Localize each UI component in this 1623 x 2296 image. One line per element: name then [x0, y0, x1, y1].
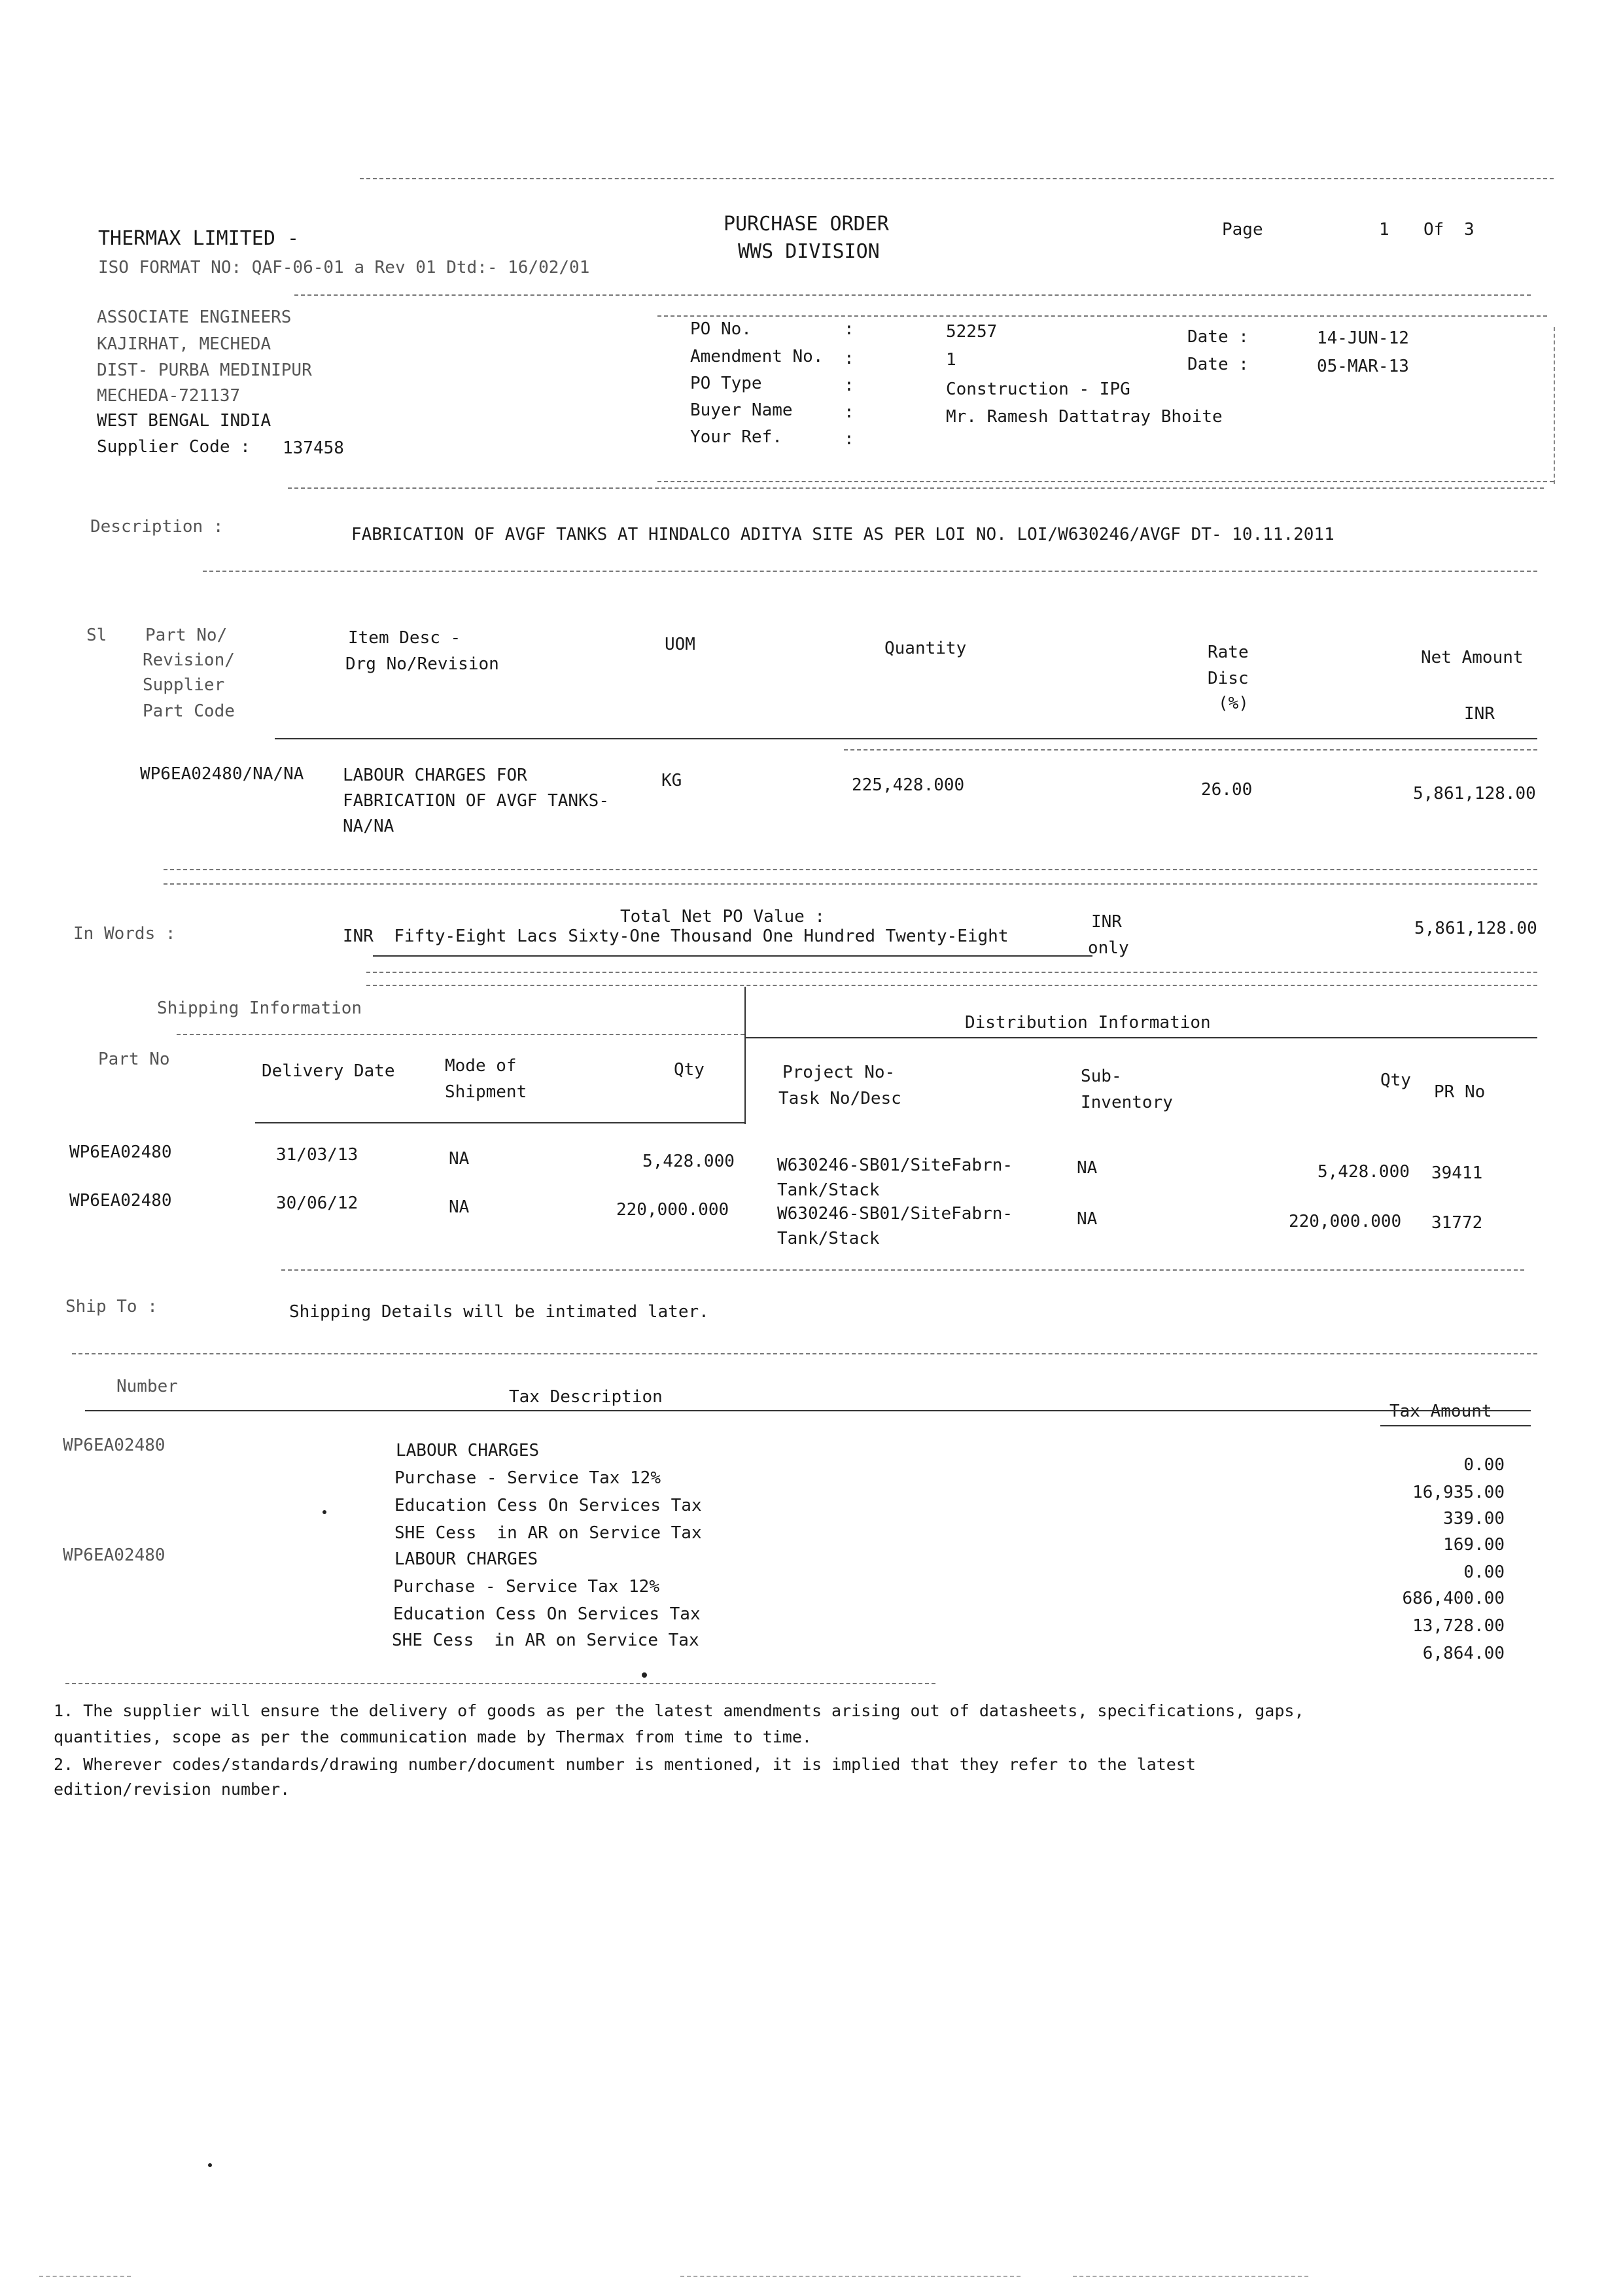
supplier-code-label: Supplier Code : — [97, 437, 251, 457]
buyer-name: Mr. Ramesh Dattatray Bhoite — [946, 407, 1223, 427]
ship-row-mode: NA — [449, 1149, 470, 1169]
ship-row-pr-no: 31772 — [1431, 1213, 1483, 1233]
col-net-amount: Net Amount — [1421, 648, 1524, 667]
col-item-desc: Item Desc - — [348, 628, 461, 648]
amendment-number: 1 — [946, 350, 956, 370]
header-rule — [294, 294, 1531, 296]
tax-line-amount: 339.00 — [1443, 1509, 1505, 1528]
tax-line-desc: LABOUR CHARGES — [396, 1441, 540, 1460]
tax-line-desc: SHE Cess in AR on Service Tax — [392, 1631, 699, 1650]
tax-part-no: WP6EA02480 — [63, 1436, 166, 1455]
shipping-rule — [281, 1269, 1524, 1271]
shipping-header-rule — [255, 1122, 744, 1123]
distribution-info-heading: Distribution Information — [965, 1013, 1211, 1033]
ship-row-delivery-date: 31/03/13 — [276, 1145, 358, 1165]
po-number: 52257 — [946, 322, 998, 342]
page-number: 1 — [1379, 220, 1389, 239]
amendment-label: Amendment No. — [690, 347, 824, 366]
col-tax-number: Number — [116, 1377, 178, 1396]
tax-line-desc: Purchase - Service Tax 12% — [393, 1577, 659, 1597]
tax-line-amount: 169.00 — [1443, 1535, 1505, 1555]
shipping-info-heading: Shipping Information — [157, 998, 362, 1018]
po-box-top — [657, 315, 1547, 317]
total-in-words: INR Fifty-Eight Lacs Sixty-One Thousand One Hundred Twenty-Eight — [343, 927, 1009, 946]
total-value: 5,861,128.00 — [1414, 919, 1537, 938]
totals-rule-2 — [366, 985, 1537, 986]
items-header-rule-2 — [844, 749, 1537, 751]
scan-dot — [323, 1510, 326, 1514]
ship-to-text: Shipping Details will be intimated later. — [289, 1302, 709, 1322]
po-date: 14-JUN-12 — [1317, 328, 1409, 348]
tax-line-amount: 0.00 — [1463, 1563, 1505, 1582]
item-quantity: 225,428.000 — [852, 775, 965, 795]
document-title: PURCHASE ORDER — [724, 213, 889, 236]
supplier-address-2: DIST- PURBA MEDINIPUR — [97, 361, 312, 380]
iso-format: ISO FORMAT NO: QAF-06-01 a Rev 01 Dtd:- 16/02/01 — [98, 258, 590, 277]
amendment-date-label: Date : — [1187, 355, 1249, 374]
po-date-label: Date : — [1187, 327, 1249, 347]
note-2-line-1: 2. Wherever codes/standards/drawing number/document number is mentioned, it is implied that they refer to the latest — [54, 1755, 1196, 1774]
top-rule — [360, 178, 1554, 179]
shipping-divider — [744, 987, 746, 1124]
buyer-name-label: Buyer Name — [690, 400, 793, 420]
note-1-line-1: 1. The supplier will ensure the delivery of goods as per the latest amendments arising out of datasheets, specifications, gaps, — [54, 1701, 1304, 1720]
tax-line-amount: 686,400.00 — [1402, 1589, 1505, 1608]
item-desc-1: LABOUR CHARGES FOR — [343, 766, 527, 785]
items-header-rule — [275, 738, 1537, 739]
scan-mark — [1073, 2276, 1308, 2277]
tax-line-desc: LABOUR CHARGES — [394, 1549, 538, 1569]
po-type: Construction - IPG — [946, 380, 1130, 399]
ship-row-dist-qty: 5,428.000 — [1318, 1162, 1410, 1182]
ship-row-task: Tank/Stack — [777, 1180, 880, 1200]
tax-line-desc: SHE Cess in AR on Service Tax — [394, 1523, 702, 1543]
tax-line-amount: 0.00 — [1463, 1455, 1505, 1475]
tax-part-no: WP6EA02480 — [63, 1545, 166, 1565]
col-uom: UOM — [665, 635, 695, 654]
description-label: Description : — [90, 517, 224, 537]
col-dist-qty: Qty — [1380, 1070, 1411, 1090]
your-ref-label: Your Ref. — [690, 427, 782, 447]
scan-mark — [39, 2276, 131, 2277]
ship-row-project: W630246-SB01/SiteFabrn- — [777, 1156, 1013, 1175]
col-ship-qty: Qty — [674, 1060, 705, 1080]
scan-dot — [208, 2163, 212, 2167]
col-quantity: Quantity — [884, 639, 967, 658]
colon: : — [844, 349, 854, 368]
col-sub: Sub- — [1081, 1067, 1122, 1086]
col-sl: Sl — [86, 626, 107, 645]
item-rate: 26.00 — [1201, 780, 1253, 800]
total-only: only — [1088, 938, 1129, 958]
col-inventory: Inventory — [1081, 1093, 1173, 1112]
col-drg-no: Drg No/Revision — [345, 654, 499, 674]
supplier-country: WEST BENGAL INDIA — [97, 411, 271, 431]
distribution-heading-rule — [746, 1037, 1537, 1038]
ship-row-delivery-date: 30/06/12 — [276, 1193, 358, 1213]
item-rule-2 — [164, 883, 1537, 885]
col-rate: Rate — [1208, 643, 1249, 662]
tax-line-desc: Purchase - Service Tax 12% — [394, 1468, 661, 1488]
ship-row-pr-no: 39411 — [1431, 1163, 1483, 1183]
page-total: 3 — [1464, 220, 1475, 239]
company-name: THERMAX LIMITED - — [98, 227, 300, 250]
col-percent: (%) — [1218, 694, 1249, 713]
col-task-no: Task No/Desc — [778, 1089, 901, 1108]
tax-line-desc: Education Cess On Services Tax — [393, 1604, 701, 1624]
ship-to-label: Ship To : — [65, 1297, 158, 1316]
item-uom: KG — [661, 771, 682, 790]
col-part-no: Part No/ — [145, 626, 228, 645]
scan-mark — [680, 2276, 1021, 2277]
tax-line-amount: 6,864.00 — [1422, 1644, 1505, 1663]
po-type-label: PO Type — [690, 374, 762, 393]
colon: : — [844, 376, 854, 395]
scan-dot — [642, 1672, 647, 1678]
note-2-line-2: edition/revision number. — [54, 1780, 290, 1799]
description-rule — [203, 571, 1537, 572]
tax-line-amount: 13,728.00 — [1412, 1616, 1505, 1636]
ship-row-sub-inventory: NA — [1077, 1158, 1098, 1178]
col-part-code: Part Code — [143, 701, 235, 721]
total-currency: INR — [1091, 912, 1122, 932]
item-net-amount: 5,861,128.00 — [1413, 784, 1536, 804]
ship-row-qty: 5,428.000 — [642, 1152, 735, 1171]
po-box-right — [1554, 327, 1555, 484]
ship-row-part-no: WP6EA02480 — [69, 1191, 172, 1210]
col-pr-no: PR No — [1434, 1082, 1486, 1102]
col-mode-of: Mode of — [445, 1056, 517, 1076]
totals-rule — [366, 972, 1537, 973]
col-part-revision: Revision/ — [143, 650, 235, 670]
ship-row-project: W630246-SB01/SiteFabrn- — [777, 1204, 1013, 1224]
po-box-bottom — [657, 481, 1554, 482]
page-label: Page — [1222, 220, 1263, 239]
col-tax-amount: Tax Amount — [1389, 1402, 1492, 1421]
note-1-line-2: quantities, scope as per the communication made by Thermax from time to time. — [54, 1727, 812, 1746]
colon: : — [844, 319, 854, 339]
ship-row-dist-qty: 220,000.000 — [1289, 1212, 1402, 1231]
total-label: Total Net PO Value : — [620, 907, 826, 927]
amendment-date: 05-MAR-13 — [1317, 357, 1409, 376]
ship-row-qty: 220,000.000 — [616, 1200, 729, 1220]
ship-row-task: Tank/Stack — [777, 1229, 880, 1248]
colon: : — [844, 402, 854, 422]
total-underline — [373, 955, 1092, 957]
ship-row-mode: NA — [449, 1197, 470, 1217]
colon: : — [844, 429, 854, 449]
col-delivery-date: Delivery Date — [262, 1061, 395, 1081]
col-ship-part-no: Part No — [98, 1050, 170, 1069]
col-disc: Disc — [1208, 669, 1249, 688]
col-shipment: Shipment — [445, 1082, 527, 1102]
po-no-label: PO No. — [690, 319, 752, 339]
po-box-underline — [288, 487, 1544, 489]
tax-line-amount: 16,935.00 — [1412, 1483, 1505, 1502]
item-desc-2: FABRICATION OF AVGF TANKS- — [343, 791, 609, 811]
ship-row-sub-inventory: NA — [1077, 1209, 1098, 1229]
shipping-heading-rule — [177, 1034, 744, 1035]
item-rule — [164, 869, 1537, 870]
page-of-label: Of — [1423, 220, 1444, 239]
col-project-no: Project No- — [782, 1063, 896, 1082]
division-name: WWS DIVISION — [738, 240, 880, 263]
item-part-no: WP6EA02480/NA/NA — [140, 764, 304, 784]
description-text: FABRICATION OF AVGF TANKS AT HINDALCO ADITYA SITE AS PER LOI NO. LOI/W630246/AVGF DT- 10.11.2011 — [351, 525, 1335, 544]
col-currency: INR — [1464, 704, 1495, 724]
notes-rule — [65, 1683, 935, 1684]
supplier-address-3: MECHEDA-721137 — [97, 386, 241, 406]
tax-header-rule — [85, 1410, 1531, 1411]
col-part-supplier: Supplier — [143, 675, 225, 695]
supplier-name: ASSOCIATE ENGINEERS — [97, 308, 292, 327]
tax-amount-underline — [1380, 1425, 1531, 1426]
ship-to-rule — [72, 1353, 1537, 1354]
ship-row-part-no: WP6EA02480 — [69, 1142, 172, 1162]
in-words-label: In Words : — [73, 924, 176, 944]
col-tax-description: Tax Description — [509, 1387, 663, 1407]
supplier-address-1: KAJIRHAT, MECHEDA — [97, 334, 271, 354]
item-desc-3: NA/NA — [343, 817, 394, 836]
supplier-code: 137458 — [283, 438, 344, 458]
tax-line-desc: Education Cess On Services Tax — [394, 1496, 702, 1515]
